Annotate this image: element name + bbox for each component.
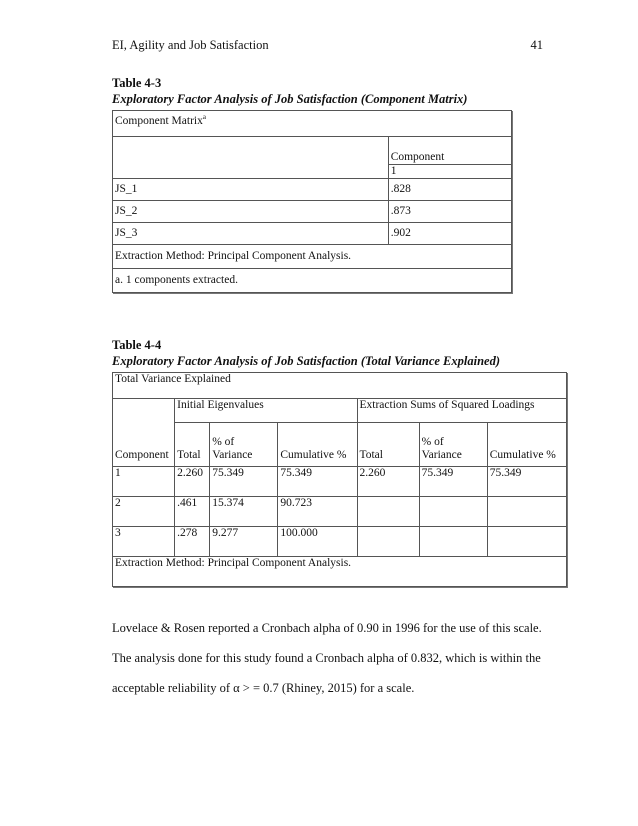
table1-caption: Exploratory Factor Analysis of Job Satisfaction (Component Matrix) [112, 92, 468, 106]
row-label: JS_3 [113, 223, 389, 245]
table1-title [112, 75, 467, 107]
cell-ext-total [357, 497, 419, 527]
cell-ext-pct: 75.349 [419, 467, 487, 497]
cell-ext-cum: 75.349 [487, 467, 566, 497]
row-label: JS_2 [113, 201, 389, 223]
table-row [113, 467, 567, 497]
cell-pct: 9.277 [210, 527, 278, 557]
col-ext-total: Total [357, 423, 419, 467]
cell-component: 1 [113, 467, 175, 497]
page-number: 41 [530, 38, 543, 52]
table1-footer-note: a. 1 components extracted. [113, 269, 512, 293]
table2-footer-method: Extraction Method: Principal Component Analysis. [113, 557, 567, 587]
cell-ext-pct [419, 527, 487, 557]
table-row [113, 527, 567, 557]
col-cumulative: Cumulative % [278, 423, 357, 467]
cell-ext-cum [487, 527, 566, 557]
table2-title [112, 337, 500, 369]
cell-total: .278 [175, 527, 210, 557]
table1-footer-method: Extraction Method: Principal Component Analysis. [113, 245, 512, 269]
cell-total: .461 [175, 497, 210, 527]
table2-caption: Exploratory Factor Analysis of Job Satisfaction (Total Variance Explained) [112, 354, 500, 368]
table2-heading: Total Variance Explained [113, 373, 567, 399]
table-row [113, 223, 512, 245]
col-ext-pct-variance: % of Variance [419, 423, 487, 467]
table1-col-group: Component [388, 137, 511, 165]
running-title: EI, Agility and Job Satisfaction [112, 38, 269, 52]
cell-ext-total: 2.260 [357, 467, 419, 497]
table-row [113, 201, 512, 223]
col-component: Component [113, 399, 175, 467]
body-text [112, 613, 552, 703]
component-matrix-table [112, 110, 512, 293]
page-header [112, 38, 543, 53]
table1-number: Table 4-3 [112, 76, 162, 90]
cell-component: 3 [113, 527, 175, 557]
row-value: .828 [388, 179, 511, 201]
row-label: JS_1 [113, 179, 389, 201]
cell-component: 2 [113, 497, 175, 527]
cell-cum: 75.349 [278, 467, 357, 497]
cell-cum: 100.000 [278, 527, 357, 557]
body-line: Lovelace & Rosen reported a Cronbach alpha of 0.90 in 1996 for the use of this scale. [112, 621, 542, 635]
cell-ext-cum [487, 497, 566, 527]
row-value: .873 [388, 201, 511, 223]
col-ext-cumulative: Cumulative % [487, 423, 566, 467]
cell-total: 2.260 [175, 467, 210, 497]
cell-pct: 75.349 [210, 467, 278, 497]
table-row [113, 497, 567, 527]
cell-ext-total [357, 527, 419, 557]
body-line: acceptable reliability of α > = 0.7 (Rhiney, 2015) for a scale. [112, 681, 415, 695]
table1-heading: Component Matrix$^a$ [113, 111, 512, 137]
group-extraction-sums: Extraction Sums of Squared Loadings [357, 399, 567, 423]
table1-stub-header [113, 137, 389, 179]
total-variance-table [112, 372, 567, 587]
row-value: .902 [388, 223, 511, 245]
table1-col: 1 [388, 165, 511, 179]
col-pct-variance: % of Variance [210, 423, 278, 467]
table2-number: Table 4-4 [112, 338, 162, 352]
cell-ext-pct [419, 497, 487, 527]
col-total: Total [175, 423, 210, 467]
body-line: The analysis done for this study found a Cronbach alpha of 0.832, which is within the [112, 651, 541, 665]
cell-cum: 90.723 [278, 497, 357, 527]
cell-pct: 15.374 [210, 497, 278, 527]
table-row [113, 179, 512, 201]
group-initial-eigenvalues: Initial Eigenvalues [175, 399, 357, 423]
